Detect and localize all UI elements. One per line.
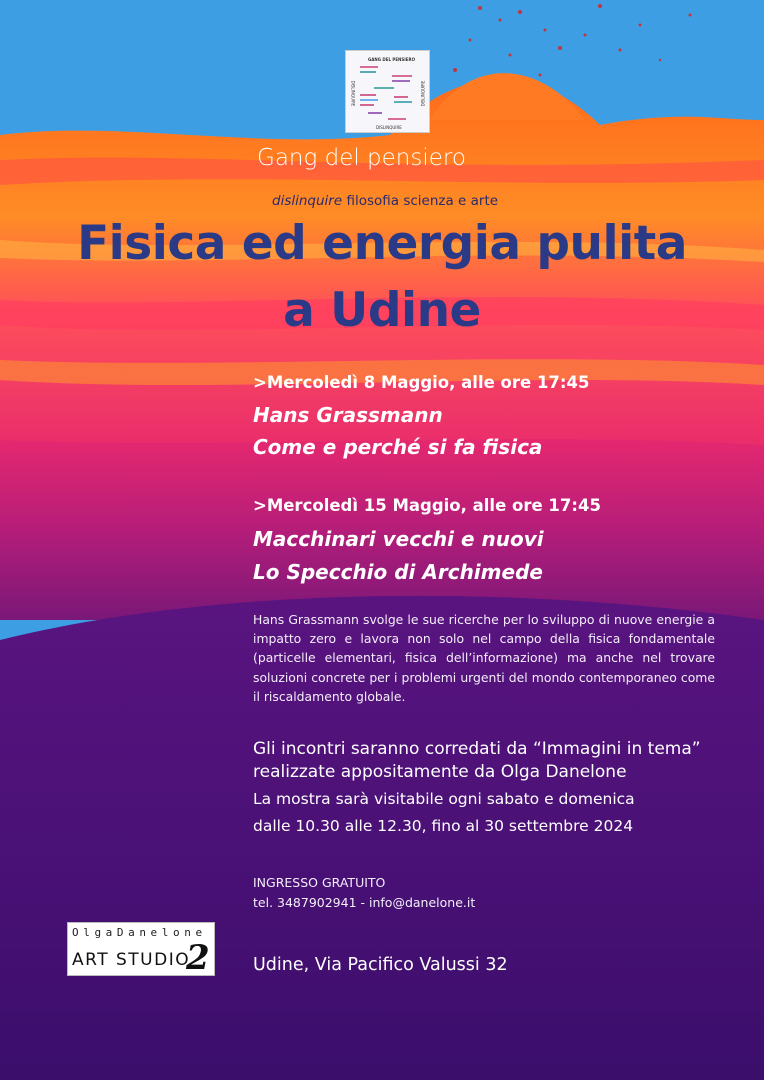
dislinquire-logo: [345, 50, 430, 133]
logo-right-side: DISLINQUIRE: [420, 80, 426, 107]
art-studio-logo: [67, 922, 215, 976]
studio-label: ART STUDIO: [72, 950, 191, 970]
event-2-date: >Mercoledì 15 Maggio, alle ore 17:45: [253, 496, 601, 515]
logo-left-side: DISLINQUIRE: [350, 80, 356, 107]
subtitle: Gang del pensiero: [257, 145, 466, 171]
event-1-date: >Mercoledì 8 Maggio, alle ore 17:45: [253, 373, 590, 392]
incontri-line1: Gli incontri saranno corredati da “Immagini in tema”: [253, 739, 701, 759]
address: Udine, Via Pacifico Valussi 32: [253, 955, 508, 975]
logo-footer: DISLINQUIRE: [376, 125, 402, 130]
event-2-line2: Lo Specchio di Archimede: [253, 560, 543, 584]
logo-name-lines: [346, 51, 431, 134]
description: Hans Grassmann svolge le sue ricerche per lo sviluppo di nuove energie a impatto zero e lavora non solo nel campo della fisica fondamentale (particelle elementari, fisica dell’informazione) ma anche nel trovare soluzioni concrete per i problemi urgenti del mondo contemporaneo come il riscaldamento globale.: [253, 612, 715, 704]
main-title-line1: Fisica ed energia pulita: [77, 216, 687, 271]
tagline-brand: dislinquire: [272, 193, 343, 209]
incontri-line2: realizzate appositamente da Olga Danelone: [253, 762, 627, 782]
event-1-title: Come e perché si fa fisica: [253, 435, 543, 459]
event-1-speaker: Hans Grassmann: [253, 403, 443, 427]
contact-info: tel. 3487902941 - info@danelone.it: [253, 895, 476, 910]
studio-number: 2: [186, 938, 210, 978]
event-2-line1: Macchinari vecchi e nuovi: [253, 527, 544, 551]
incontri-line3: La mostra sarà visitabile ogni sabato e domenica: [253, 790, 635, 808]
studio-name: OlgaDanelone: [72, 926, 207, 939]
ingresso-label: INGRESSO GRATUITO: [253, 875, 386, 890]
incontri-line4: dalle 10.30 alle 12.30, fino al 30 settembre 2024: [253, 817, 634, 835]
tagline-text: filosofia scienza e arte: [342, 193, 499, 209]
main-title-line2: a Udine: [283, 283, 481, 338]
tagline: [272, 193, 498, 209]
logo-title: GANG DEL PENSIERO: [368, 57, 415, 62]
